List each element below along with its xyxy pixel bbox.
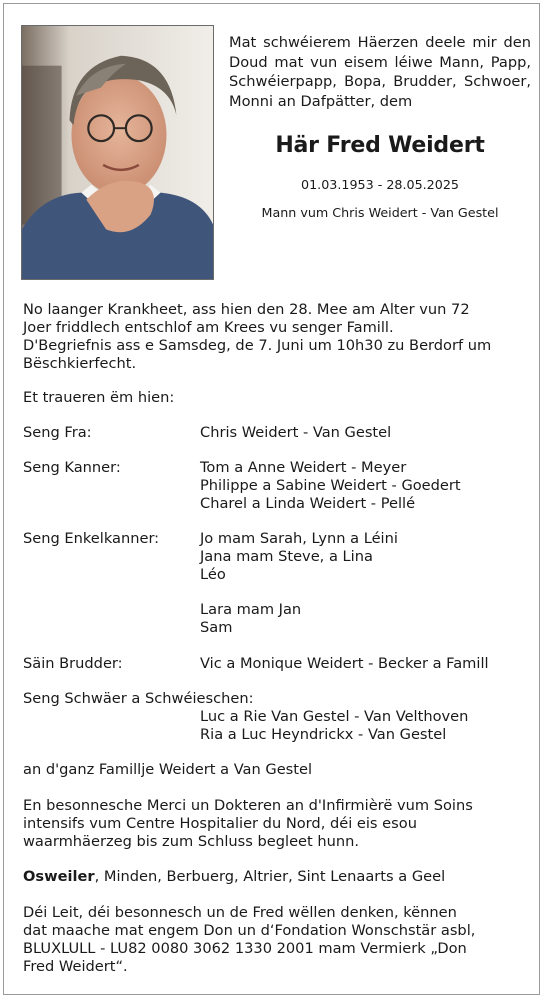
family-name: Chris Weidert - Van Gestel [200,424,392,441]
donation-paragraph [23,904,533,976]
text-line: dat maache mat engem Don un d‘Fondation Wonschstär asbl, [23,922,476,939]
text-line: Joer friddlech entschlof am Krees vu senger Famill. [23,319,394,336]
family-names [200,708,468,744]
intro-text: Mat schwéierem Häerzen deele mir den Doud mat vun eisem léiwe Mann, Papp, Schwéierpapp, Bopa, Brudder, Schwoer, Monni an Dafpätter, dem [229,34,531,110]
text-line: Fred Weidert“. [23,958,128,975]
family-names [200,459,461,512]
portrait-photo [21,25,214,280]
places-rest: , Minden, Berbuerg, Altrier, Sint Lenaarts a Geel [94,868,446,885]
family-names [200,655,489,673]
text-line: BLUXLULL - LU82 0080 3062 1330 2001 mam Vermierk „Don [23,940,467,957]
text-line: No laanger Krankheet, ass hien den 28. Mee am Alter vun 72 [23,301,470,318]
places-bold: Osweiler [23,868,95,885]
family-name: Luc a Rie Van Gestel - Van Velthoven [200,707,469,725]
family-names [200,424,391,442]
thanks-paragraph [23,797,533,851]
mourners-intro: Et traueren ëm hien: [23,389,175,406]
family-label: Seng Kanner: [23,459,121,476]
families-line: an d'ganz Famillje Weidert a Van Gestel [23,761,313,778]
family-name: Jo mam Sarah, Lynn a Léini [200,530,398,547]
family-name: Tom a Anne Weidert - Meyer [200,459,407,476]
text-line: waarmhäerzeg bis zum Schluss begleet hunn. [23,833,360,850]
life-dates: 01.03.1953 - 28.05.2025 [301,177,459,192]
family-name: Vic a Monique Weidert - Becker a Famill [200,655,489,672]
family-name: Jana mam Steve, a Lina [200,547,373,565]
family-name: Léo [200,565,226,583]
deceased-name: Här Fred Weidert [275,133,485,158]
family-name: Ria a Luc Heyndrickx - Van Gestel [200,725,447,743]
family-label: Seng Fra: [23,424,92,441]
places-line [23,868,533,886]
announcement-paragraph [23,301,533,373]
text-line: En besonnesche Merci un Dokteren an d'Infirmièrë vum Soins [23,797,473,814]
family-name: Charel a Linda Weidert - Pellé [200,494,416,512]
spouse-line: Mann vum Chris Weidert - Van Gestel [261,205,499,220]
family-label: Säin Brudder: [23,655,123,672]
family-label: Seng Schwäer a Schwéieschen: [23,690,254,707]
family-name: Lara mam Jan [200,601,302,619]
family-name: Philippe a Sabine Weidert - Goedert [200,476,461,494]
text-line: Bëschkierfecht. [23,355,137,372]
family-names [200,530,398,637]
text-line: Déi Leit, déi besonnesch un de Fred wëllen denken, kënnen [23,904,457,921]
family-label: Seng Enkelkanner: [23,530,160,547]
text-line: D'Begriefnis ass e Samsdeg, de 7. Juni um 10h30 zu Berdorf um [23,337,492,354]
family-name: Sam [200,618,233,636]
text-line: intensifs vum Centre Hospitalier du Nord, déi eis esou [23,815,417,832]
